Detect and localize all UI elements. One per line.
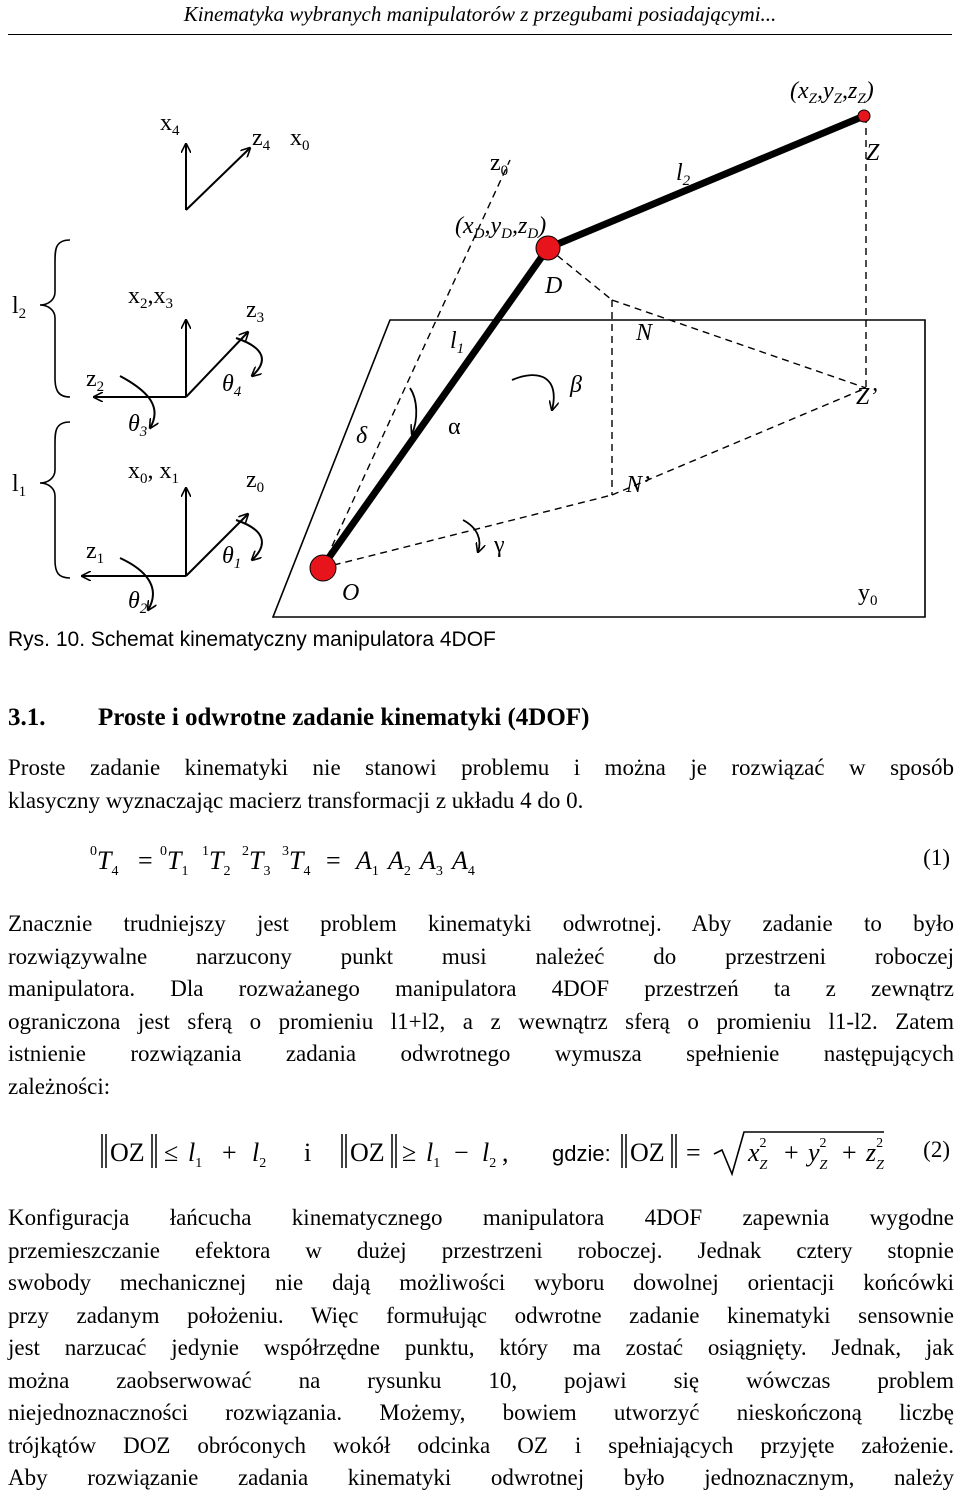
label-Z: Z — [866, 140, 880, 166]
text-line: istnienie rozwiązania zadania odwrotnego wymusza spełnienie następujących — [8, 1041, 954, 1066]
label-theta1: $\theta_1$ — [222, 543, 242, 572]
text-line: klasyczny wyznaczając macierz transformacji z układu 4 do 0. — [8, 787, 584, 813]
label-l1-link: $l_1$ — [450, 328, 465, 357]
svg-text:l2: $l_2$ — [252, 1138, 267, 1171]
joint-D — [536, 236, 560, 260]
svg-text:+: + — [842, 1138, 857, 1167]
svg-text:OZ: OZ — [350, 1138, 385, 1167]
equation-2-number: (2) — [923, 1137, 950, 1162]
svg-text:gdzie:: gdzie: — [552, 1141, 611, 1166]
svg-text:0T4: $0T_4$ — [90, 844, 119, 879]
text-line: Proste zadanie kinematyki nie stanowi problemu i można je rozwiązać w sposób — [8, 755, 954, 780]
text-line: niejednoznaczności rozwiązania. Możemy, bowiem utworzyć nieskończoną liczbę — [8, 1400, 954, 1425]
label-theta2: $\theta_2$ — [128, 588, 148, 617]
svg-text:A4: $A_4$ — [452, 846, 475, 879]
label-z0-top: $z_0$ — [490, 150, 509, 179]
label-Z-coords: $(x_Z,y_Z,z_Z)$ — [790, 78, 874, 107]
link-l1 — [323, 248, 548, 566]
running-header: Kinematyka wybranych manipulatorów z przegubami posiadającymi... — [183, 2, 777, 26]
svg-text:≥: ≥ — [402, 1138, 417, 1167]
label-N-prime: N’ — [626, 472, 650, 498]
label-z4: $z_4$ — [252, 125, 271, 154]
svg-text:OZ: OZ — [110, 1138, 145, 1167]
construction-lines — [322, 116, 866, 568]
link-braces — [40, 240, 70, 578]
svg-text:,: , — [502, 1138, 509, 1167]
label-x4: $x_4$ — [160, 110, 180, 139]
label-O: O — [342, 580, 360, 606]
svg-text:A1: $A_1$ — [356, 846, 379, 879]
equation-2 — [94, 1128, 914, 1180]
text-line: ograniczona jest sferą o promieniu l1+l2, a z wewnątrz sferą o promieniu l1-l2. Zatem — [8, 1008, 954, 1034]
text-line: swobody mechanicznej nie dają możliwości wyboru dowolnej orientacji końcówki — [8, 1270, 954, 1295]
label-gamma: γ — [494, 532, 505, 558]
equation-1-number: (1) — [923, 845, 950, 870]
text-line: można zaobserwować na rysunku 10, pojawi się wówczas problem — [8, 1367, 954, 1393]
figure-caption — [8, 628, 496, 652]
text-line: Aby rozwiązanie zadania kinematyki odwrotnej było jednoznacznym, należy — [8, 1465, 954, 1490]
label-Z-prime: Z’ — [856, 384, 878, 410]
svg-text:A3: $A_3$ — [420, 846, 443, 879]
label-theta3: $\theta_3$ — [128, 411, 148, 440]
paragraph-configuration — [8, 1202, 954, 1495]
equation-1 — [90, 835, 510, 885]
label-delta: δ — [356, 423, 368, 449]
svg-text:=: = — [326, 846, 341, 875]
section-title: Proste i odwrotne zadanie kinematyki (4DOF) — [98, 704, 590, 731]
kinematic-schematic-figure — [0, 40, 960, 620]
section-heading — [8, 704, 589, 732]
svg-text:−: − — [454, 1138, 469, 1167]
label-x0x1: $x_0$, $x_1$ — [128, 458, 179, 487]
svg-text:1T2: $^1T_2$ — [202, 844, 231, 879]
frame-top — [186, 144, 250, 210]
label-l2-link: $l_2$ — [676, 160, 691, 189]
label-l2-brace: $l_2$ — [12, 293, 27, 322]
base-plane — [273, 320, 925, 617]
svg-text:l2: $l_2$ — [482, 1138, 497, 1171]
text-line: Znacznie trudniejszy jest problem kinematyki odwrotnej. Aby zadanie to było — [8, 911, 954, 936]
label-x0-top: $x_0$ — [290, 125, 310, 154]
svg-text:x2Z: $x^2$ Z — [748, 1136, 768, 1173]
label-z3: $z_3$ — [246, 297, 265, 326]
svg-text:i: i — [304, 1138, 312, 1167]
text-line: jest narzucać jedynie współrzędne punktu, który ma zostać osiągnięty. Jednak, jak — [8, 1335, 954, 1360]
text-line: przy zadanym położeniu. Więc formułując odwrotne zadanie kinematyki sensownie — [8, 1302, 954, 1328]
svg-text:A2: $A_2$ — [388, 846, 411, 879]
svg-text:3T4: $^3T_4$ — [282, 844, 311, 879]
frame-middle — [94, 320, 262, 428]
svg-text:≤: ≤ — [164, 1138, 179, 1167]
label-theta4: $\theta_4$ — [222, 371, 242, 400]
header-rule — [8, 34, 952, 35]
svg-text:=: = — [138, 846, 153, 875]
svg-text:y2Z: $y^2$ Z — [808, 1136, 828, 1173]
svg-text:OZ: OZ — [630, 1138, 665, 1167]
label-x2x3: $x_2,x_3$ — [128, 283, 173, 312]
frame-bottom — [82, 488, 262, 610]
paragraph-inverse-kinematics — [8, 908, 954, 1103]
caption-text: Schemat kinematyczny manipulatora 4DOF — [90, 628, 496, 651]
svg-text:z2Z: $z^2$ Z — [866, 1136, 884, 1173]
svg-text:l1: $l_1$ — [426, 1138, 441, 1171]
text-line: zależności: — [8, 1073, 111, 1099]
label-z0-mid: $z_0$ — [246, 467, 265, 496]
angle-arcs — [410, 375, 554, 552]
label-z1: $z_1$ — [86, 538, 105, 567]
svg-text:=: = — [686, 1138, 701, 1167]
svg-text:2T3: $^2T_3$ — [242, 844, 271, 879]
label-D: D — [545, 273, 563, 299]
paragraph-direct-kinematics — [8, 752, 954, 817]
label-y0: $y_0$ — [858, 580, 878, 609]
text-line: manipulatora. Dla rozważanego manipulatora 4DOF przestrzeń ta z zewnątrz — [8, 976, 954, 1001]
text-line: trójkątów DOZ obróconych wokół odcinka OZ i spełniających przyjęte założenie. — [8, 1432, 954, 1458]
svg-text:0T1: $^0T_1$ — [160, 844, 189, 879]
joint-O — [310, 555, 336, 581]
text-line: przemieszczanie efektora w dużej przestrzeni roboczej. Jednak cztery stopnie — [8, 1237, 954, 1263]
text-line: rozwiązywalne narzucony punkt musi należeć do przestrzeni roboczej — [8, 943, 954, 969]
caption-label: Rys. 10. — [8, 628, 86, 651]
svg-text:+: + — [784, 1138, 799, 1167]
label-D-coords: $(x_D,y_D,z_D)$ — [455, 213, 547, 242]
label-N: N — [636, 320, 653, 346]
label-z2: $z_2$ — [86, 366, 105, 395]
svg-text:l1: $l_1$ — [188, 1138, 203, 1171]
text-line: Konfiguracja łańcucha kinematycznego manipulatora 4DOF zapewnia wygodne — [8, 1205, 954, 1230]
label-l1-brace: $l_1$ — [12, 471, 27, 500]
svg-text:+: + — [222, 1138, 237, 1167]
section-number: 3.1. — [8, 704, 46, 731]
label-beta: β — [570, 372, 582, 398]
label-alpha: α — [448, 414, 461, 440]
link-l2 — [548, 116, 864, 248]
end-effector-Z — [858, 110, 870, 122]
